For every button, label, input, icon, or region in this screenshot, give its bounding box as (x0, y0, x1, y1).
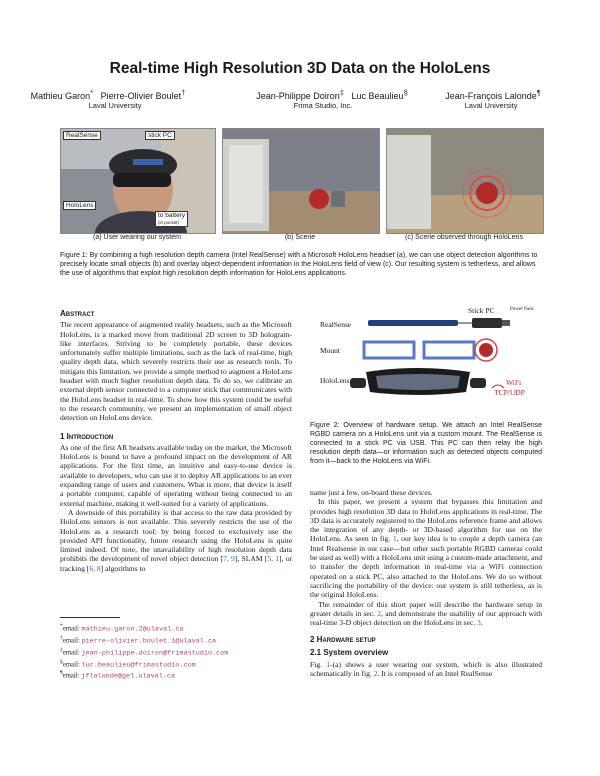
introduction-heading: 1 Introduction (60, 431, 114, 441)
right-paragraph-0: name just a few, on-board these devices. (310, 488, 433, 497)
author-name: Jean-François Lalonde (445, 91, 537, 101)
author-mark: ¶ (536, 88, 541, 97)
section-2-heading: 2 Hardware setup (310, 635, 376, 645)
affiliation: Laval University (464, 101, 518, 110)
mount-right-shape (424, 342, 474, 358)
footnote-label: email: (62, 625, 82, 633)
right-text: In this paper, we present a system that bypasses this limitation and provides high resolution 3D data to HoloLens applications in real-time. The 3D data is accurately registered to the HoloLens reference frame and allows the integration of any depth- or 3D-based algorithm for use on the HoloLens. As seen in fig. (310, 497, 542, 544)
figure1-caption: Figure 1: By combining a high resolution depth camera (Intel RealSense) with a Microsoft HoloLens headset (a), we can use object detection algorithms to precisely locate small objects (b) and overlay object-dependent information in the HoloLens field of view (c). Our resulting system is tetherless, and allows the use of algorithms that exploit high resolution depth information for HoloLens applications. (60, 252, 538, 277)
intro-text: ], or tracking [ (60, 554, 293, 573)
figure-ref-link[interactable]: 1 (326, 660, 331, 670)
author-mark: * (90, 88, 94, 97)
intro-paragraph-2 (60, 508, 292, 573)
realsense-camera-shape (368, 320, 458, 326)
figure1-photo-holo-view (386, 128, 544, 234)
footnote-item (60, 669, 292, 681)
abstract-heading: Abstract (60, 309, 95, 318)
subcaption-a: (a) User wearing our system (93, 234, 181, 241)
author-group-1 (28, 88, 188, 101)
right-column (310, 488, 542, 679)
footnote-email[interactable]: mathieu.garon.2@ulaval.ca (81, 625, 184, 634)
figure-ref-link[interactable]: 1 (392, 534, 397, 544)
figure-ref-link[interactable]: 2 (373, 669, 378, 679)
diagram-label-stick-pc: Stick PC (468, 306, 495, 315)
stick-pc-shape (472, 318, 502, 328)
scene-photo-image (223, 129, 379, 233)
section-2-1-heading: 2.1 System overview (310, 647, 389, 657)
citation-link[interactable]: 7, 9 (223, 554, 235, 564)
right-text: The remainder of this short paper will describe the hardware setup in greater details in sec. (310, 599, 542, 618)
intro-paragraph-1: As one of the first AR headsets available today on the market, the Microsoft HoloLens is bound to have a profound impact on the development of AR applications. For the first time, an intuitive and easy-to-use device is available to developers, who can use it to deploy AR applications to an ever expanding range of users and customers. What is more, that device is itself a portable computer, capable of operating without being connected to an external machine, making it well-suited for a variety of applications. (60, 442, 292, 508)
footnote-email[interactable]: luc.beaulieu@frimastudio.com (81, 660, 196, 669)
author-group-2 (248, 88, 416, 101)
affiliation: Laval University (88, 101, 142, 110)
footnote-mark: § (60, 658, 63, 665)
holo-view-image (387, 129, 543, 233)
right-paragraph-1 (310, 497, 542, 599)
footnote-mark: ‡ (60, 646, 63, 653)
footnote-label: email: (62, 637, 82, 645)
diagram-label-mount: Mount (320, 346, 341, 355)
paper-title: Real-time High Resolution 3D Data on the HoloLens (109, 60, 491, 77)
affiliation: Frima Studio, Inc. (293, 101, 353, 110)
citation-link[interactable]: 5, 1 (267, 554, 280, 564)
label-realsense: RealSense (63, 131, 101, 140)
footnote-item (60, 622, 292, 634)
detected-object-shape (479, 343, 493, 357)
footnote-email[interactable]: jflalonde@gel.ulaval.ca (81, 672, 176, 681)
diagram-label-tcp-udp: TCP/UDP (494, 388, 525, 397)
diagram-label-hololens: HoloLens (320, 376, 350, 385)
label-hololens: HoloLens (63, 201, 96, 210)
mount-left-shape (364, 342, 414, 358)
right-text: , our key idea is to couple a depth camera (an Intel Realsense in our case—but other such portable RGBD cameras could be used as well) with a HoloLens unit using a custom-made attachment, and to transfer the depth information in real-time via a WiFi connection operated on a stick PC, also attached to the HoloLens. We do so without sacrificing the portability of the device: our system is still tetherless, as is the original HoloLens. (310, 534, 543, 600)
diagram-label-power-pack: Power Pack (510, 307, 534, 312)
footnote-label: email: (62, 672, 82, 680)
footnote-email[interactable]: jean-philippe.doiron@frimastudio.com (81, 648, 229, 657)
intro-text: ], SLAM [ (234, 554, 268, 564)
subcaption-b: (b) Scene (284, 234, 316, 241)
author-name: Mathieu Garon (30, 91, 91, 101)
footnote-rule (60, 617, 120, 618)
intro-text: ] algorithms to (100, 563, 146, 573)
right-paragraph-3 (310, 660, 542, 679)
footnotes (60, 622, 292, 681)
right-text: , and demonstrate the usability of our approach with real-time 3-D object detection on the HoloLens in sec. (310, 608, 543, 628)
figure1-photo-user (60, 128, 216, 234)
author-name: Luc Beaulieu (351, 91, 404, 101)
diagram-label-wifi: WiFi (506, 378, 522, 387)
right-text: . (480, 618, 483, 628)
figure2-caption: Figure 2: Overview of hardware setup. We attach an Intel RealSense RGBD camera on a HoloLens unit via a custom mount. The RealSense is connected to a stick PC via USB. This PC can then relay the high resolution depth data—or information such as detected objects computed from it—back to the HoloLens via WiFi. (310, 422, 542, 465)
figure1-photo-scene (222, 128, 380, 234)
footnote-item (60, 658, 292, 670)
right-paragraph-2 (310, 600, 542, 628)
subcaption-c: (c) Scene observed through HoloLens (405, 234, 523, 241)
footnote-item (60, 634, 292, 646)
footnote-label: email: (62, 660, 82, 668)
author-mark: ‡ (339, 88, 344, 97)
footnote-mark: ¶ (60, 670, 63, 677)
intro-text: A downside of this portability is that access to the raw data provided by HoloLens sensors is not available. This severely restricts the use of the HoloLens as a research tool: by being forced to exclusively use the provided API functionality, future research using the HoloLens is quite limited indeed. Of note, the unavailability of high resolution depth data prohibits the development of novel object detection [ (60, 507, 292, 564)
author-name: Jean-Philippe Doiron (256, 91, 340, 101)
label-battery (155, 211, 188, 227)
label-battery-text: to battery (158, 212, 186, 219)
figure2-diagram (310, 306, 542, 410)
right-text: Fig. (310, 660, 327, 670)
footnote-label: email: (62, 648, 82, 656)
footnote-email[interactable]: pierre-olivier.boulet.1@ulaval.ca (81, 637, 217, 646)
user-photo-image (61, 129, 215, 233)
author-mark: § (403, 88, 408, 97)
left-column (60, 309, 292, 573)
right-text: . It is composed of an Intel RealSense (377, 669, 493, 679)
author-group-3 (418, 88, 568, 101)
label-battery-small: (in pocket) (158, 220, 180, 225)
abstract-text: The recent appearance of augmented reality headsets, such as the Microsoft HoloLens, is a marked move from traditional 2D screen to 3D hologram-like interfaces. Striving to be completely portable, these devices unfortunately suffer multiple limitations, such as the lack of real-time, high quality depth data, which severely restricts their use as research tools. To mitigate this limitation, we provide a simple method to augment a HoloLens headset with much higher resolution depth data. To do so, we calibrate an external depth sensor connected to a computer stick that communicates with the HoloLens headset in real-time. To show how this system could be useful to the research community, we present an implementation of small object detection on HoloLens device. (60, 320, 292, 423)
right-text: -(a) shows a user wearing our system, which is also illustrated schematically in fig. (310, 660, 542, 679)
diagram-label-realsense: RealSense (320, 320, 352, 329)
footnote-mark: † (60, 634, 63, 641)
label-stick-pc: stick PC (145, 131, 175, 140)
footnote-item (60, 646, 292, 658)
section-ref-link[interactable]: 2 (377, 608, 382, 618)
author-mark: † (181, 88, 186, 97)
citation-link[interactable]: 6, 8 (89, 563, 101, 573)
section-ref-link[interactable]: 3 (477, 618, 481, 628)
footnote-mark: * (60, 623, 63, 629)
author-name: Pierre-Olivier Boulet (100, 91, 182, 101)
